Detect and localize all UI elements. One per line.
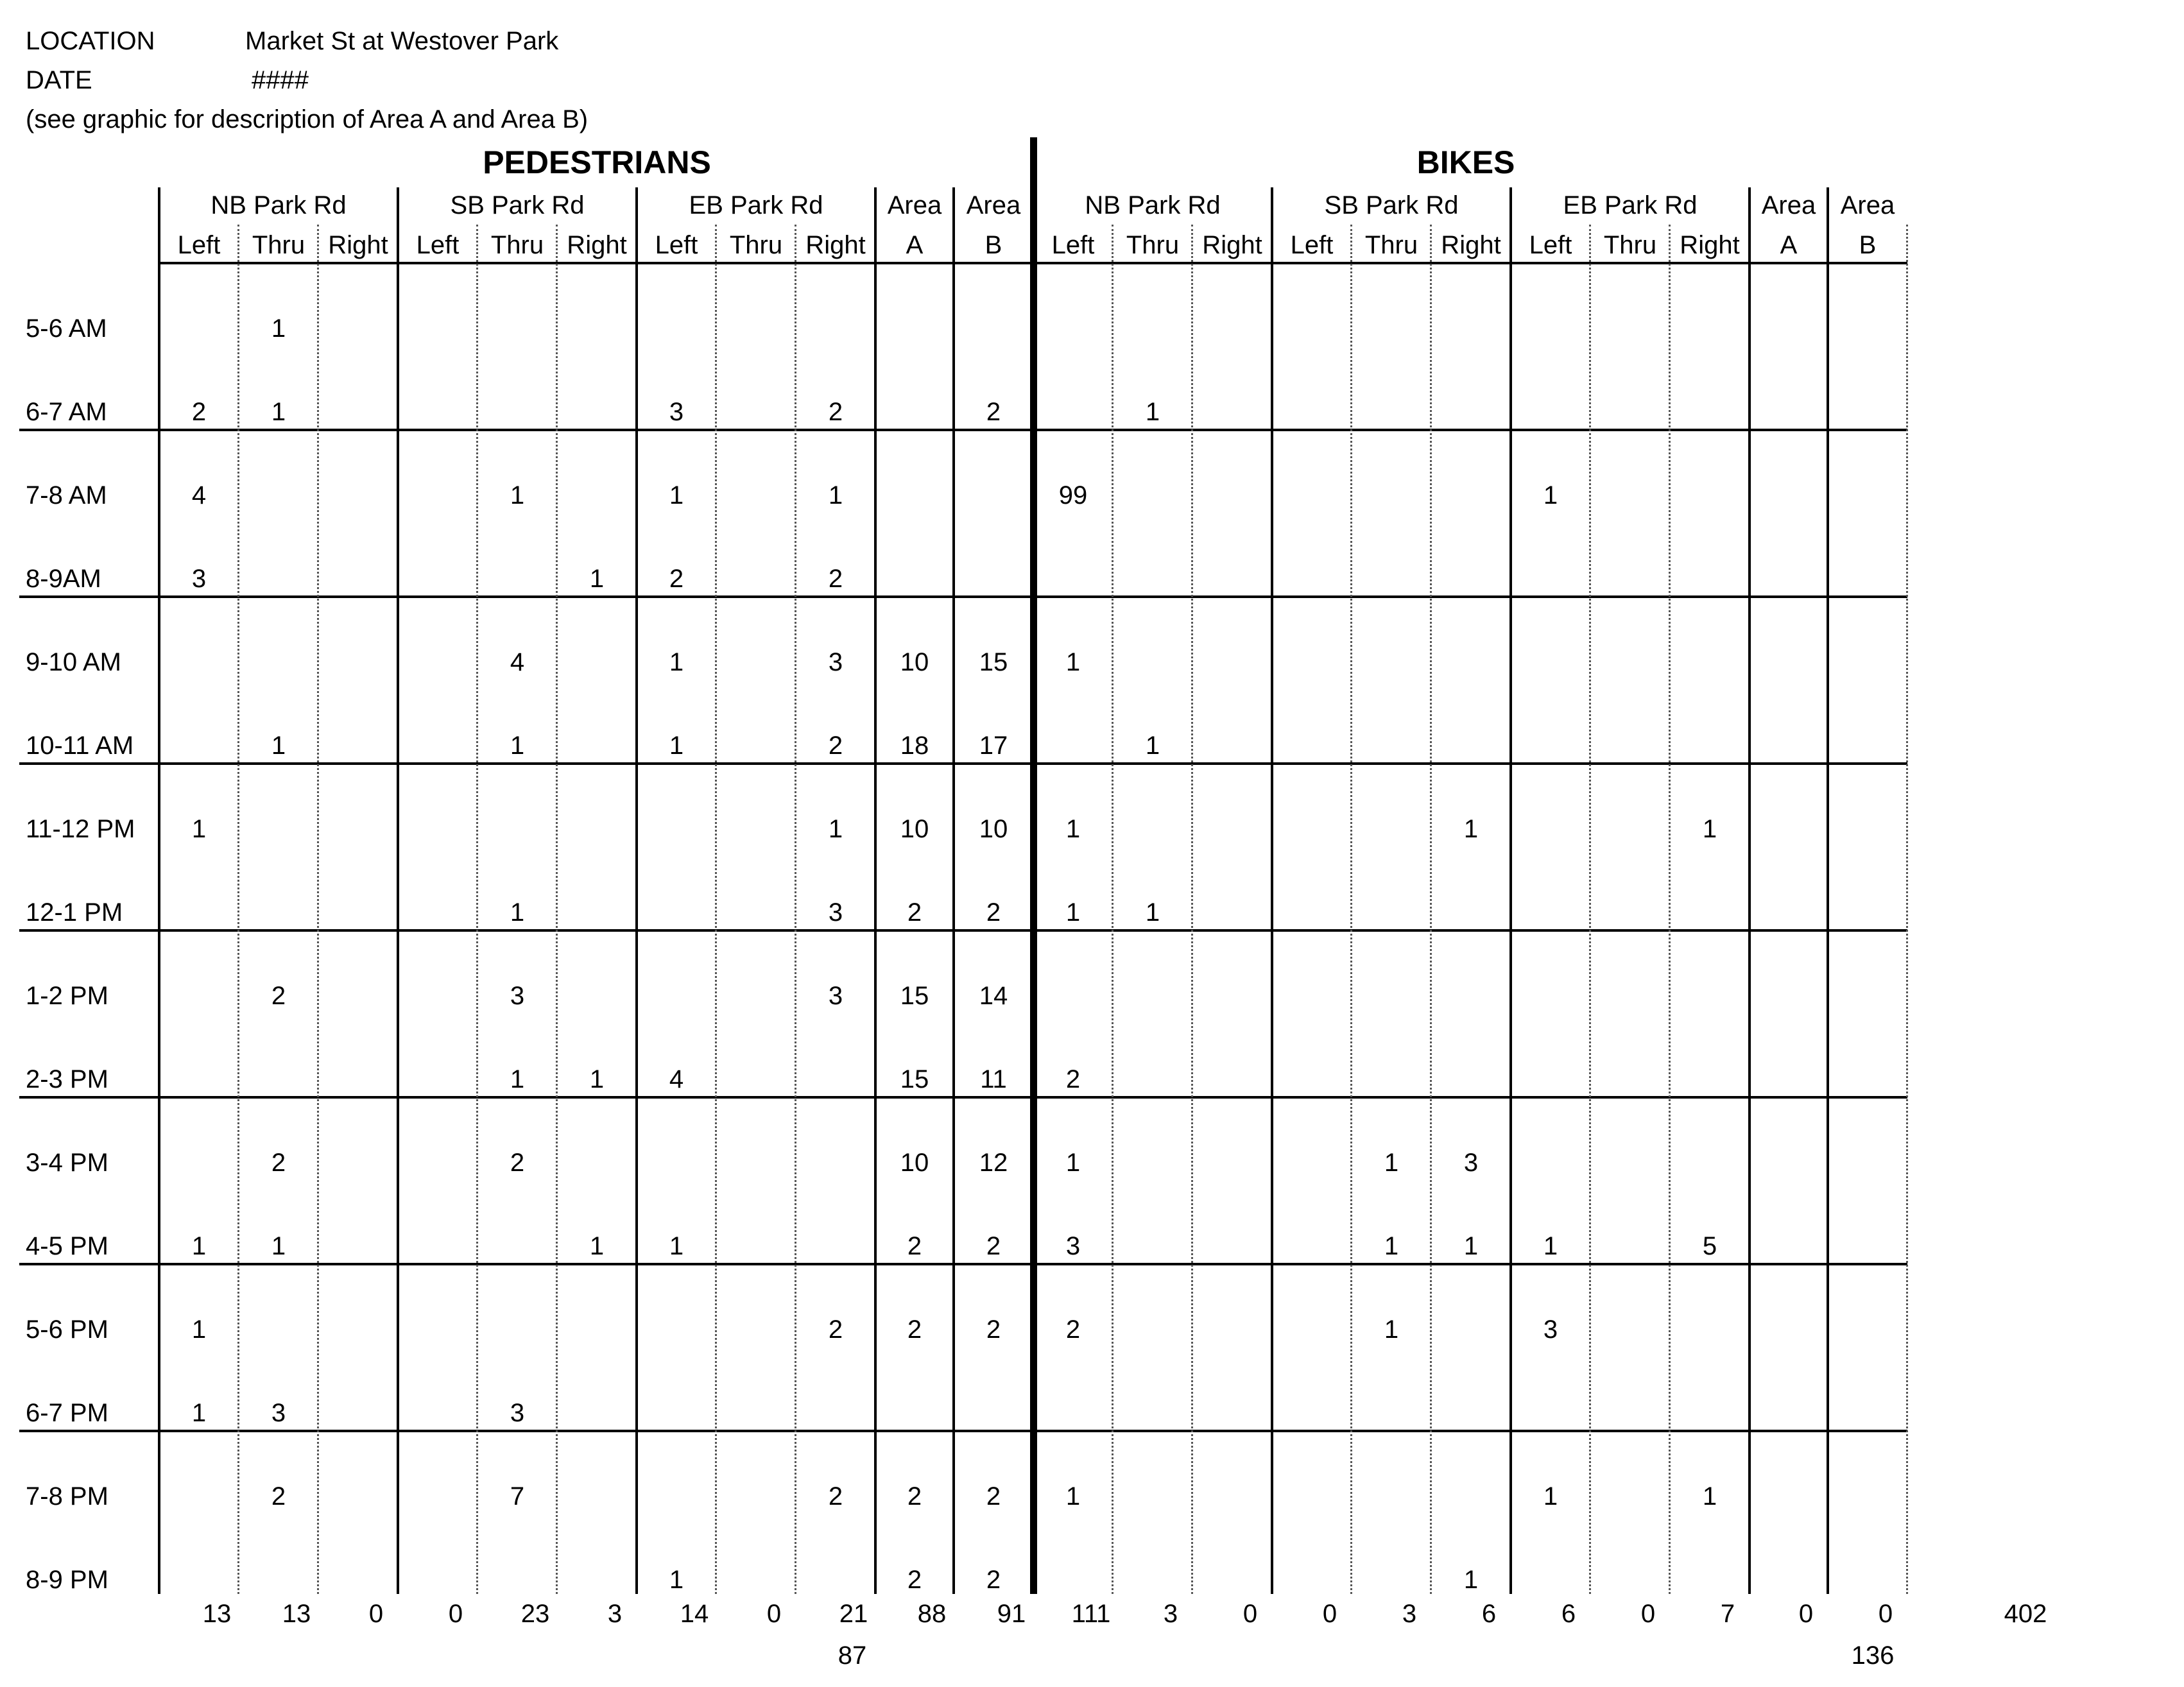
row-label: 4-5 PM [26,1232,108,1260]
table-cell: 15 [900,982,929,1010]
row-label: 10-11 AM [26,732,134,760]
table-cell: 1 [1145,732,1160,760]
column-total: 0 [448,1600,463,1628]
table-cell: 2 [907,1232,922,1260]
table-cell: 2 [271,982,286,1010]
table-cell: 2 [669,565,684,593]
group-header-bike-area-b: Area [1840,191,1895,219]
table-cell: 2 [1065,1315,1081,1344]
row-group-rule [19,595,1907,598]
table-cell: 3 [828,982,843,1010]
table-cell: 2 [986,1566,1001,1594]
grand-total: 402 [2004,1600,2047,1628]
group-divider [1271,187,1273,1594]
group-divider [1509,187,1512,1594]
table-cell: 1 [1145,898,1160,927]
date-label: DATE [26,66,92,94]
row-label: 9-10 AM [26,648,121,676]
table-cell: 1 [669,732,684,760]
column-total: 13 [282,1600,311,1628]
table-cell: 1 [1065,648,1081,676]
group-header-bike-eb-park-rd: EB Park Rd [1563,191,1698,219]
table-cell: 1 [1065,815,1081,843]
table-cell: 3 [510,982,525,1010]
column-divider [1112,225,1113,1594]
table-cell: 2 [986,1482,1001,1511]
column-total: 6 [1481,1600,1497,1628]
table-cell: 2 [986,1315,1001,1344]
column-divider [476,225,478,1594]
column-divider [1669,225,1671,1594]
table-cell: 2 [271,1482,286,1511]
table-cell: 1 [1065,898,1081,927]
column-header: Right [805,231,866,259]
table-cell: 1 [669,481,684,510]
table-cell: 2 [907,1566,922,1594]
group-header-bike-sb-park-rd: SB Park Rd [1324,191,1459,219]
table-cell: 1 [1463,815,1479,843]
table-cell: 2 [907,1315,922,1344]
table-cell: 1 [191,1399,207,1427]
bike-subtotal: 136 [1851,1641,1895,1670]
column-header: Right [1680,231,1740,259]
table-cell: 18 [900,732,929,760]
column-total: 0 [766,1600,782,1628]
group-header-bike-nb-park-rd: NB Park Rd [1085,191,1221,219]
row-label: 7-8 AM [26,481,107,510]
table-cell: 1 [271,732,286,760]
table-cell: 15 [979,648,1008,676]
table-cell: 1 [1702,815,1717,843]
row-label: 8-9 PM [26,1566,108,1594]
table-cell: 1 [1065,1482,1081,1511]
table-cell: 1 [669,1566,684,1594]
group-header-ped-nb-park-rd: NB Park Rd [211,191,347,219]
table-cell: 1 [1384,1149,1399,1177]
column-total: 6 [1561,1600,1576,1628]
table-cell: 1 [828,815,843,843]
table-cell: 1 [1145,398,1160,426]
table-cell: 3 [510,1399,525,1427]
table-cell: 3 [1065,1232,1081,1260]
row-label: 7-8 PM [26,1482,108,1511]
area-note: (see graphic for description of Area A and Area B) [26,105,589,133]
table-cell: 1 [669,1232,684,1260]
column-header: Right [328,231,388,259]
group-divider [158,187,160,1594]
table-cell: 1 [191,815,207,843]
table-cell: 2 [510,1149,525,1177]
table-cell: 1 [828,481,843,510]
group-divider [397,187,399,1594]
column-total: 3 [1402,1600,1417,1628]
table-cell: 1 [191,1315,207,1344]
row-label: 2-3 PM [26,1065,108,1093]
table-cell: 1 [1543,1232,1558,1260]
group-divider [635,187,638,1594]
row-group-rule [19,1430,1907,1432]
column-divider [1350,225,1352,1594]
row-label: 3-4 PM [26,1149,108,1177]
table-cell: 5 [1702,1232,1717,1260]
column-total: 23 [520,1600,550,1628]
table-cell: 2 [907,1482,922,1511]
row-group-rule [19,762,1907,765]
table-cell: 1 [510,1065,525,1093]
table-cell: 12 [979,1149,1008,1177]
group-header-ped-eb-park-rd: EB Park Rd [689,191,823,219]
column-total: 3 [1163,1600,1178,1628]
table-cell: 11 [980,1065,1007,1093]
table-cell: 4 [510,648,525,676]
table-cell: 4 [191,481,207,510]
table-cell: 1 [1543,1482,1558,1511]
column-header: Right [1202,231,1262,259]
column-total: 91 [997,1600,1026,1628]
table-cell: 2 [828,565,843,593]
table-cell: 2 [828,1315,843,1344]
table-cell: 1 [510,898,525,927]
column-total: 0 [1878,1600,1893,1628]
table-cell: 1 [191,1232,207,1260]
group-header-bike-area-a: Area [1761,191,1816,219]
column-total: 111 [1071,1600,1111,1628]
table-cell: 1 [271,1232,286,1260]
table-cell: 3 [1543,1315,1558,1344]
table-cell: 10 [900,648,929,676]
table-cell: 1 [1463,1232,1479,1260]
column-header: Thru [1603,231,1657,259]
row-label: 5-6 AM [26,314,107,343]
location-label: LOCATION [26,27,155,55]
column-divider [795,225,796,1594]
column-total: 0 [1242,1600,1258,1628]
table-cell: 3 [191,565,207,593]
column-divider [1589,225,1591,1594]
table-cell: 2 [986,898,1001,927]
table-cell: 1 [1384,1232,1399,1260]
column-total: 0 [1322,1600,1337,1628]
column-header: Thru [1126,231,1180,259]
column-divider [237,225,239,1594]
row-label: 6-7 AM [26,398,107,426]
location-value: Market St at Westover Park [245,27,559,55]
table-cell: 10 [900,1149,929,1177]
table-cell: 2 [1065,1065,1081,1093]
table-cell: 2 [828,398,843,426]
column-total: 0 [368,1600,384,1628]
column-header: B [1859,231,1877,259]
column-total: 0 [1798,1600,1814,1628]
table-cell: 15 [900,1065,929,1093]
row-label: 8-9AM [26,565,101,593]
group-divider [874,187,877,1594]
column-header: Thru [729,231,783,259]
column-header: Thru [252,231,305,259]
table-cell: 1 [669,648,684,676]
table-cell: 99 [1058,481,1088,510]
table-cell: 2 [828,732,843,760]
row-label: 6-7 PM [26,1399,108,1427]
column-header: B [985,231,1002,259]
column-divider [1906,225,1908,1594]
row-group-rule [19,429,1907,431]
table-cell: 3 [1463,1149,1479,1177]
table-cell: 1 [271,314,286,343]
table-cell: 1 [589,1232,605,1260]
group-header-ped-sb-park-rd: SB Park Rd [450,191,585,219]
column-total: 88 [917,1600,947,1628]
table-cell: 1 [510,481,525,510]
table-cell: 1 [589,1065,605,1093]
table-cell: 1 [589,565,605,593]
section-bikes: BIKES [1416,144,1515,180]
column-divider [556,225,558,1594]
column-total: 7 [1720,1600,1735,1628]
table-cell: 2 [191,398,207,426]
table-cell: 1 [1065,1149,1081,1177]
table-cell: 10 [979,815,1008,843]
section-divider [1030,137,1037,1594]
table-cell: 1 [1702,1482,1717,1511]
table-cell: 2 [986,1232,1001,1260]
column-divider [1191,225,1193,1594]
column-divider [317,225,319,1594]
row-label: 1-2 PM [26,982,108,1010]
column-total: 13 [202,1600,232,1628]
column-total: 0 [1640,1600,1656,1628]
table-cell: 2 [828,1482,843,1511]
column-header: Right [567,231,627,259]
row-group-rule [19,929,1907,932]
column-header: A [906,231,924,259]
pedestrian-subtotal: 87 [838,1641,867,1670]
column-header: Left [1529,231,1572,259]
row-label: 12-1 PM [26,898,123,927]
table-cell: 4 [669,1065,684,1093]
column-divider [1430,225,1432,1594]
group-divider [1827,187,1829,1594]
table-cell: 2 [986,398,1001,426]
group-divider [1748,187,1751,1594]
table-cell: 2 [907,898,922,927]
row-group-rule [19,1096,1907,1099]
column-header: Right [1441,231,1501,259]
table-cell: 1 [271,398,286,426]
table-cell: 3 [828,648,843,676]
row-label: 11-12 PM [26,815,135,843]
table-cell: 1 [1543,481,1558,510]
table-cell: 14 [979,982,1008,1010]
column-header: Left [177,231,221,259]
row-group-rule [19,1263,1907,1265]
table-cell: 7 [510,1482,525,1511]
table-cell: 1 [1463,1566,1479,1594]
group-header-ped-area-a: Area [887,191,942,219]
column-header: A [1780,231,1798,259]
column-header: Thru [490,231,544,259]
date-value: #### [252,66,309,94]
column-total: 3 [607,1600,623,1628]
column-header: Left [1290,231,1334,259]
table-cell: 2 [271,1149,286,1177]
column-header: Thru [1364,231,1418,259]
table-cell: 1 [1384,1315,1399,1344]
column-divider [715,225,717,1594]
column-total: 14 [680,1600,709,1628]
table-cell: 17 [979,732,1008,760]
section-pedestrians: PEDESTRIANS [483,144,711,180]
table-cell: 10 [900,815,929,843]
table-cell: 3 [669,398,684,426]
column-header: Left [416,231,460,259]
row-label: 5-6 PM [26,1315,108,1344]
column-header: Left [655,231,698,259]
column-total: 21 [839,1600,868,1628]
table-cell: 3 [271,1399,286,1427]
table-cell: 1 [510,732,525,760]
column-header: Left [1051,231,1095,259]
group-divider [952,187,955,1594]
group-header-ped-area-b: Area [966,191,1021,219]
table-cell: 3 [828,898,843,927]
